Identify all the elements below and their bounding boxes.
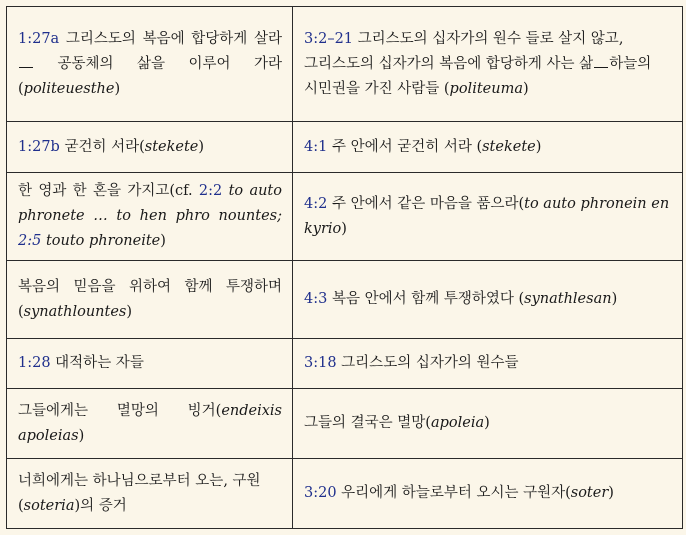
cell-text: ) <box>78 427 85 444</box>
cell-text: ) <box>198 138 205 155</box>
greek-term: politeuesthe <box>23 80 115 97</box>
table-row <box>7 339 683 389</box>
cell-text: 너희에게는 하나님으로부터 오는, 구원( <box>18 472 261 514</box>
right-cell <box>293 173 683 261</box>
cell-text: ) <box>484 415 490 431</box>
cell-text: 우리에게 하늘로부터 오시는 구원자( <box>336 485 571 501</box>
right-cell <box>293 261 683 339</box>
cell-text: 대적하는 자들 <box>50 355 144 371</box>
greek-term: to auto phronete … to hen phro nountes; <box>18 183 282 224</box>
cell-text: 굳건히 서라( <box>59 138 145 155</box>
left-cell <box>7 389 293 459</box>
dash-mark <box>19 58 33 68</box>
cell-text: 그리스도의 십자가의 원수들 <box>336 355 519 371</box>
left-cell <box>7 173 293 261</box>
right-cell <box>293 7 683 122</box>
verse-ref: 2:5 <box>18 233 42 249</box>
greek-term: apoleia <box>430 415 485 431</box>
cell-text: 복음의 믿음을 위하여 함께 투쟁하며( <box>18 278 282 320</box>
right-cell <box>293 459 683 529</box>
right-cell <box>293 389 683 459</box>
verse-ref: 2:2 <box>198 183 223 199</box>
comparison-table <box>6 6 683 529</box>
table-row <box>7 261 683 339</box>
greek-term: endeixis apoleias <box>18 402 282 444</box>
cell-text: 주 안에서 같은 마음을 품으라( <box>327 195 525 212</box>
cell-text: ) <box>535 138 542 155</box>
verse-ref: 4:2 <box>304 195 328 212</box>
greek-term: to auto phronein en kyrio <box>304 195 670 237</box>
cell-text: ) <box>522 80 529 97</box>
table-row <box>7 122 683 173</box>
table-row <box>7 7 683 122</box>
greek-term: synathlountes <box>23 303 127 320</box>
verse-ref: 3:20 <box>304 485 337 501</box>
right-cell <box>293 339 683 389</box>
greek-term: soter <box>570 485 609 501</box>
left-cell <box>7 339 293 389</box>
cell-text: 하늘의 시민권을 가진 사람들 ( <box>304 55 652 97</box>
greek-term: politeuma <box>449 80 523 97</box>
right-cell <box>293 122 683 173</box>
cell-text: 복음 안에서 함께 투쟁하였다 ( <box>327 291 525 307</box>
cell-text: 그리스도의 복음에 합당하게 살라 <box>59 30 282 47</box>
greek-term: stekete <box>144 138 199 155</box>
cell-text: 그리스도의 십자가의 원수 들로 살지 않고, 그리스도의 십자가의 복음에 합당하게 사는 삶 <box>304 30 624 72</box>
verse-ref: 1:27a <box>18 30 60 47</box>
greek-term: stekete <box>482 138 536 155</box>
cell-text: ) <box>608 485 614 501</box>
cell-text: 주 안에서 굳건히 서라 ( <box>327 138 483 155</box>
greek-term: soteria <box>23 497 75 514</box>
cell-text: ) <box>126 303 133 320</box>
cell-text: ) <box>611 291 618 307</box>
verse-ref: 4:1 <box>304 138 328 155</box>
cell-text: ) <box>114 80 121 97</box>
cell-text: 그들의 결국은 멸망( <box>304 415 431 431</box>
cell-text: 한 영과 한 혼을 가지고(cf. <box>18 183 199 199</box>
table-row <box>7 173 683 261</box>
cell-text: 공동체의 삶을 이루어 가라( <box>18 55 282 97</box>
dash-mark <box>594 58 608 68</box>
table-row <box>7 459 683 529</box>
verse-ref: 1:28 <box>18 355 51 371</box>
cell-text: ) <box>341 220 347 237</box>
greek-term: touto phroneite <box>41 233 161 249</box>
cell-text: 그들에게는 멸망의 빙거( <box>18 402 222 419</box>
table-row <box>7 389 683 459</box>
greek-term: synathlesan <box>524 291 612 307</box>
verse-ref: 1:27b <box>18 138 60 155</box>
verse-ref: 4:3 <box>304 291 328 307</box>
left-cell <box>7 122 293 173</box>
left-cell <box>7 261 293 339</box>
left-cell <box>7 7 293 122</box>
verse-ref: 3:2–21 <box>304 30 354 47</box>
cell-text: )의 증거 <box>74 497 127 514</box>
cell-text: ) <box>160 233 166 249</box>
left-cell <box>7 459 293 529</box>
verse-ref: 3:18 <box>304 355 337 371</box>
